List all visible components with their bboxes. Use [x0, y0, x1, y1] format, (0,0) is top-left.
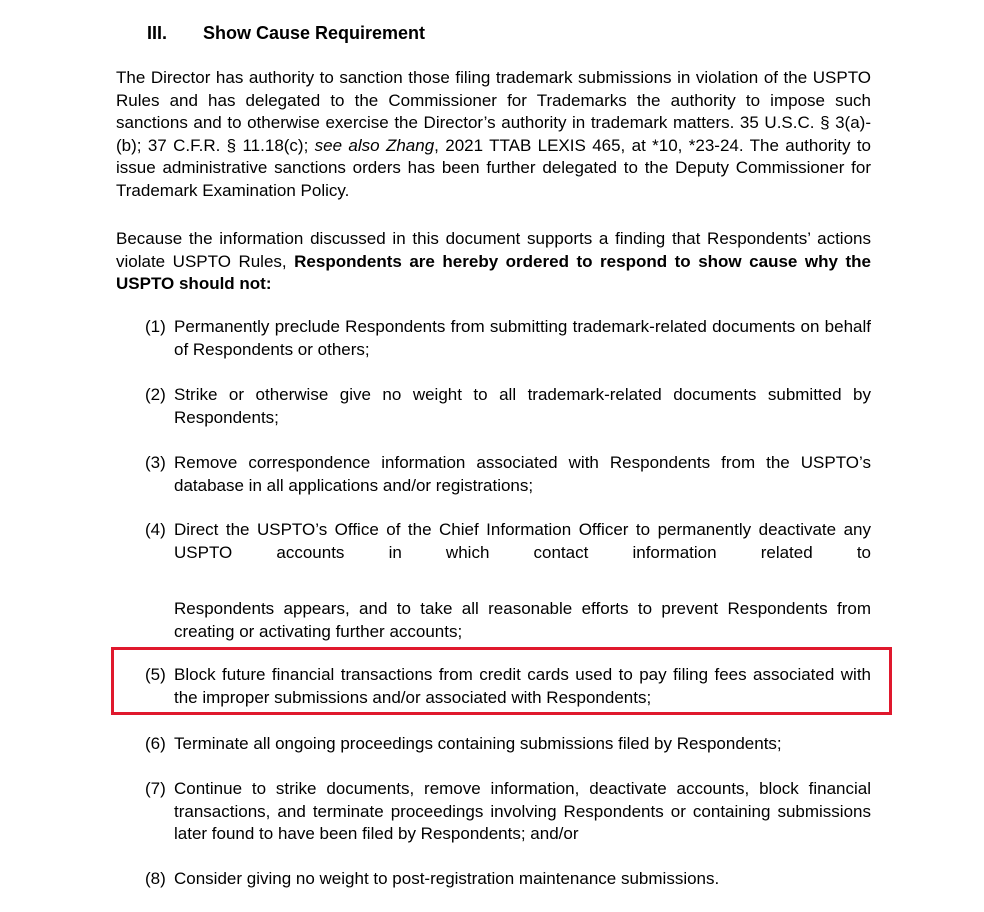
- list-item: [145, 778, 871, 846]
- list-item-number: (6): [145, 734, 166, 753]
- paragraph-order: [116, 228, 871, 296]
- section-title: Show Cause Requirement: [203, 23, 426, 43]
- list-item: [145, 384, 871, 429]
- list-item-continuation: [145, 598, 871, 643]
- list-item-number: (4): [145, 520, 166, 539]
- list-item-text: Permanently preclude Respondents from submitting trademark-related documents on behalf of Respondents or others;: [174, 317, 871, 359]
- list-item-text: Terminate all ongoing proceedings containing submissions filed by Respondents;: [174, 734, 782, 753]
- paragraph-order-bold: Respondents are hereby ordered to respond to show cause why the USPTO should not:: [116, 251, 871, 293]
- citation-italic: see also Zhang: [314, 135, 435, 155]
- paragraph-authority-text-a: The Director has authority to sanction those filing trademark submissions in violation of the USPTO Rules and has delegated to the Commissioner for Trademarks the authority to impose such sanctions and to otherwise exercise the Director’s authority in trademark matters. 35 U.S.C. § 3(a)-(b); 37 C.F.R. § 11.18(c);: [116, 68, 871, 155]
- paragraph-authority-text-b: , 2021 TTAB LEXIS 465, at *10, *23-24. The authority to issue administrative sanctions orders has been further delegated to the Deputy Commissioner for Trademark Examination Policy.: [116, 135, 871, 200]
- list-item-number: (7): [145, 779, 166, 798]
- list-item-text: Continue to strike documents, remove information, deactivate accounts, block financial transactions, and terminate proceedings involving Respondents or containing submissions later found to have been filed by Respondents; and/or: [174, 779, 871, 843]
- list-item-text: Consider giving no weight to post-registration maintenance submissions.: [174, 869, 720, 888]
- list-item-text: Remove correspondence information associated with Respondents from the USPTO’s database in all applications and/or registrations;: [174, 453, 871, 495]
- list-item-highlighted: [145, 664, 871, 709]
- paragraph-authority: [116, 67, 871, 202]
- list-item-text: Block future financial transactions from credit cards used to pay filing fees associated with the improper submissions and/or associated with Respondents;: [174, 665, 871, 707]
- list-item-continuation-text: Respondents appears, and to take all reasonable efforts to prevent Respondents from creating or activating further accounts;: [174, 599, 871, 641]
- list-item: [145, 733, 871, 756]
- list-item-number: (8): [145, 869, 166, 888]
- list-item-text: Strike or otherwise give no weight to all trademark-related documents submitted by Respondents;: [174, 385, 871, 427]
- section-heading: [147, 22, 425, 45]
- list-item-number: (2): [145, 385, 166, 404]
- list-item-number: (1): [145, 317, 166, 336]
- list-item: [145, 519, 871, 564]
- list-item: [145, 316, 871, 361]
- list-item-text: Direct the USPTO’s Office of the Chief Information Officer to permanently deactivate any USPTO accounts in which contact information related to: [174, 520, 871, 562]
- list-item-number: (5): [145, 665, 166, 684]
- list-item: [145, 452, 871, 497]
- list-item-number: (3): [145, 453, 166, 472]
- section-number: III.: [147, 23, 168, 43]
- paragraph-order-text: Because the information discussed in this document supports a finding that Respondents’ actions violate USPTO Rules,: [116, 229, 871, 271]
- list-item: [145, 868, 871, 891]
